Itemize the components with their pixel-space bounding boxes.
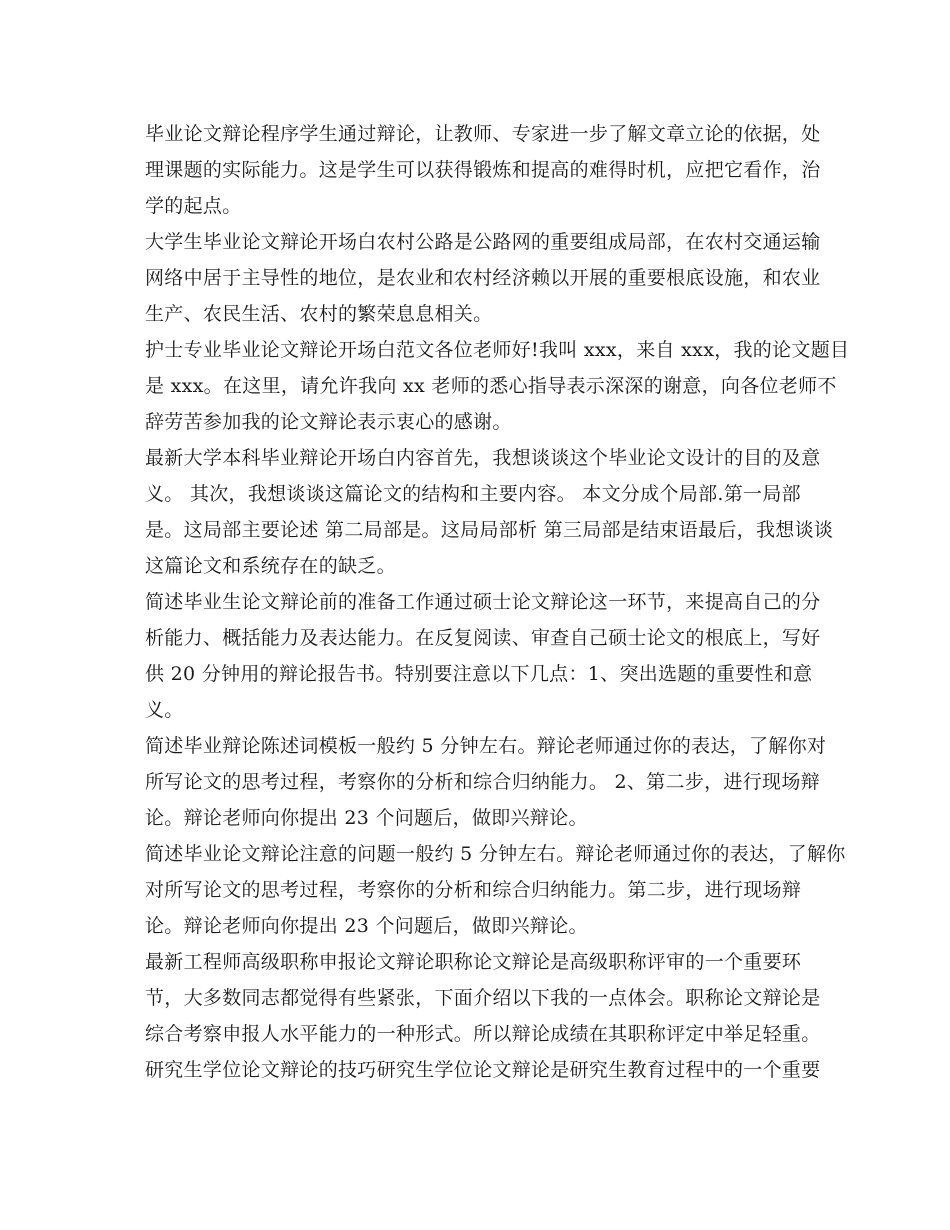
text-line: 是。这局部主要论述 第二局部是。这局局部析 第三局部是结束语最后，我想谈谈: [145, 519, 834, 541]
text-line: 论。辩论老师向你提出 23 个问题后，做即兴辩论。: [145, 807, 588, 829]
text-line: 综合考察申报人水平能力的一种形式。所以辩论成绩在其职称评定中举足轻重。: [145, 1023, 821, 1045]
text-line: 所写论文的思考过程，考察你的分析和综合归纳能力。 2、第二步，进行现场辩: [145, 771, 820, 793]
text-line: 最新工程师高级职称申报论文辩论职称论文辩论是高级职称评审的一个重要环: [145, 951, 802, 973]
text-line: 是 xxx。在这里，请允许我向 xx 老师的悉心指导表示深深的谢意，向各位老师不: [145, 375, 837, 397]
text-line: 学的起点。: [145, 195, 242, 217]
text-line: 供 20 分钟用的辩论报告书。特别要注意以下几点：1、突出选题的重要性和意: [145, 663, 813, 685]
text-line: 大学生毕业论文辩论开场白农村公路是公路网的重要组成局部，在农村交通运输: [145, 231, 821, 253]
text-line: 护士专业毕业论文辩论开场白范文各位老师好!我叫 xxx，来自 xxx，我的论文题目: [145, 339, 850, 361]
text-line: 生产、农民生活、农村的繁荣息息相关。: [145, 303, 493, 325]
text-line: 析能力、概括能力及表达能力。在反复阅读、审查自己硕士论文的根底上，写好: [145, 627, 821, 649]
text-line: 对所写论文的思考过程，考察你的分析和综合归纳能力。第二步，进行现场辩: [145, 879, 802, 901]
text-line: 最新大学本科毕业辩论开场白内容首先，我想谈谈这个毕业论文设计的目的及意: [145, 447, 821, 469]
text-line: 辞劳苦参加我的论文辩论表示衷心的感谢。: [145, 411, 512, 433]
text-line: 简述毕业生论文辩论前的准备工作通过硕士论文辩论这一环节，来提高自己的分: [145, 591, 821, 613]
text-line: 理课题的实际能力。这是学生可以获得锻炼和提高的难得时机，应把它看作，治: [145, 159, 821, 181]
text-line: 毕业论文辩论程序学生通过辩论，让教师、专家进一步了解文章立论的依据，处: [145, 123, 821, 145]
text-line: 研究生学位论文辩论的技巧研究生学位论文辩论是研究生教育过程中的一个重要: [145, 1059, 821, 1081]
text-line: 节，大多数同志都觉得有些紧张，下面介绍以下我的一点体会。职称论文辩论是: [145, 987, 821, 1009]
text-line: 简述毕业辩论陈述词模板一般约 5 分钟左右。辩论老师通过你的表达，了解你对: [145, 735, 827, 757]
text-line: 义。: [145, 699, 184, 721]
text-line: 网络中居于主导性的地位，是农业和农村经济赖以开展的重要根底设施，和农业: [145, 267, 821, 289]
text-line: 简述毕业论文辩论注意的问题一般约 5 分钟左右。辩论老师通过你的表达，了解你: [145, 843, 846, 865]
text-line: 义。 其次，我想谈谈这篇论文的结构和主要内容。 本文分成个局部.第一局部: [145, 483, 801, 505]
text-line: 这篇论文和系统存在的缺乏。: [145, 555, 396, 577]
text-line: 论。辩论老师向你提出 23 个问题后，做即兴辩论。: [145, 915, 588, 937]
document-body: [145, 116, 850, 1088]
